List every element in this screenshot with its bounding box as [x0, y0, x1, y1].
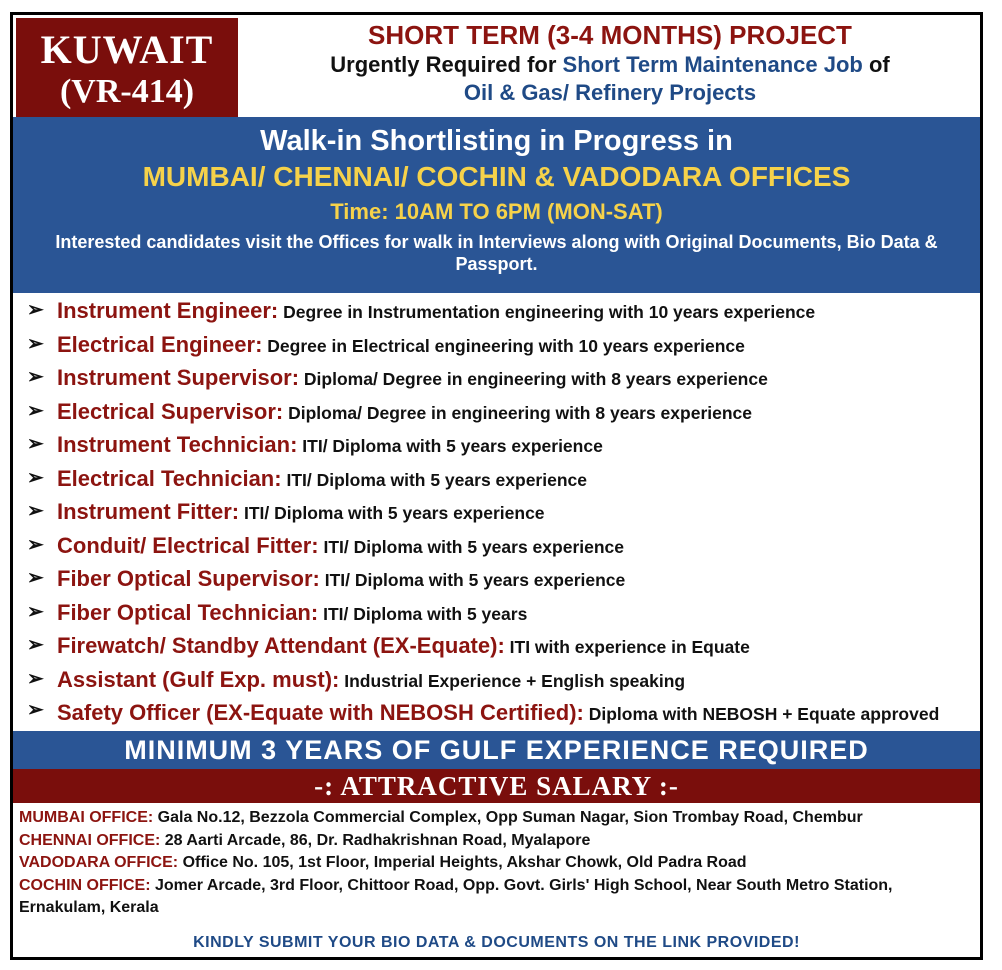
job-requirement: ITI/ Diploma with 5 years experience	[323, 536, 625, 557]
project-heading	[245, 19, 975, 107]
job-requirement: ITI/ Diploma with 5 years experience	[286, 469, 587, 490]
office-line	[19, 852, 974, 875]
office-name: CHENNAI OFFICE:	[19, 831, 161, 849]
job-item	[23, 329, 973, 363]
arrow-bullet-icon: ➢	[27, 600, 44, 623]
job-requirement: Diploma/ Degree in engineering with 8 years experience	[303, 369, 768, 389]
job-title: Assistant (Gulf Exp. must):	[57, 666, 340, 692]
job-item	[23, 396, 973, 430]
job-item	[23, 295, 973, 329]
walkin-time: Time: 10AM TO 6PM (MON-SAT)	[330, 199, 663, 224]
job-requirement: Degree in Electrical engineering with 10 years experience	[267, 335, 745, 356]
arrow-bullet-icon: ➢	[27, 500, 44, 522]
required-highlight: Short Term Maintenance Job	[562, 52, 863, 77]
job-item	[23, 429, 973, 463]
job-requirement: Diploma/ Degree in engineering with 8 years experience	[288, 402, 753, 423]
office-line	[19, 807, 974, 830]
walkin-offices: MUMBAI/ CHENNAI/ COCHIN & VADODARA OFFICES	[142, 161, 851, 192]
job-item	[23, 496, 973, 530]
required-suffix: of	[868, 52, 890, 77]
job-title: Electrical Technician:	[57, 465, 282, 491]
job-requirement: ITI/ Diploma with 5 years experience	[324, 570, 626, 590]
job-title: Instrument Engineer:	[57, 298, 279, 323]
arrow-bullet-icon: ➢	[27, 433, 44, 455]
reference-code: (VR-414)	[59, 73, 195, 110]
office-address: Gala No.12, Bezzola Commercial Complex, Opp Suman Nagar, Sion Trombay Road, Chembur	[157, 809, 863, 826]
arrow-bullet-icon: ➢	[27, 466, 44, 489]
job-advert	[10, 12, 983, 960]
arrow-bullet-icon: ➢	[27, 567, 44, 589]
office-addresses	[19, 807, 974, 920]
job-item	[23, 697, 973, 727]
job-requirement: Degree in Instrumentation engineering with 10 years experience	[283, 302, 816, 322]
job-title: Fiber Optical Technician:	[57, 599, 319, 625]
job-title: Instrument Fitter:	[57, 499, 240, 524]
location-name: KUWAIT	[40, 27, 214, 72]
office-line	[19, 875, 974, 920]
arrow-bullet-icon: ➢	[27, 533, 44, 556]
job-requirement: ITI with experience in Equate	[509, 637, 750, 657]
job-title: Firewatch/ Standby Attendant (EX-Equate):	[57, 633, 505, 658]
job-requirement: Diploma with NEBOSH + Equate approved	[588, 704, 940, 724]
arrow-bullet-icon: ➢	[27, 667, 44, 690]
job-item	[23, 463, 973, 497]
office-address: 28 Aarti Arcade, 86, Dr. Radhakrishnan Road, Myalapore	[164, 831, 591, 849]
location-badge	[16, 18, 238, 117]
submission-note: KINDLY SUBMIT YOUR BIO DATA & DOCUMENTS ON THE LINK PROVIDED!	[193, 934, 800, 951]
walkin-instructions: Interested candidates visit the Offices for walk in Interviews along with Original Documents, Bio Data & Passport.	[55, 232, 938, 274]
job-title: Safety Officer (EX-Equate with NEBOSH Certified):	[57, 700, 584, 725]
project-type: Oil & Gas/ Refinery Projects	[463, 80, 757, 105]
header	[13, 15, 980, 117]
office-address: Jomer Arcade, 3rd Floor, Chittoor Road, Opp. Govt. Girls' High School, Near South Metro Station, Ernakulam, Kerala	[19, 876, 893, 916]
arrow-bullet-icon: ➢	[27, 299, 44, 321]
job-item	[23, 664, 973, 698]
project-title: SHORT TERM (3-4 MONTHS) PROJECT	[368, 20, 852, 50]
arrow-bullet-icon: ➢	[27, 399, 44, 422]
job-title: Conduit/ Electrical Fitter:	[57, 532, 319, 558]
arrow-bullet-icon: ➢	[27, 699, 44, 721]
office-line	[19, 830, 974, 853]
job-title: Electrical Supervisor:	[57, 398, 284, 424]
walkin-title: Walk-in Shortlisting in Progress in	[260, 125, 733, 157]
experience-banner: MINIMUM 3 YEARS OF GULF EXPERIENCE REQUIRED	[13, 731, 980, 769]
required-line	[245, 51, 975, 79]
arrow-bullet-icon: ➢	[27, 366, 44, 388]
job-requirement: ITI/ Diploma with 5 years	[323, 603, 528, 624]
office-name: MUMBAI OFFICE:	[19, 809, 154, 826]
job-item	[23, 630, 973, 664]
job-requirement: ITI/ Diploma with 5 years experience	[244, 503, 545, 523]
salary-banner: -: ATTRACTIVE SALARY :-	[13, 769, 980, 803]
job-title: Instrument Technician:	[57, 432, 298, 457]
job-list	[23, 295, 973, 727]
walkin-banner	[13, 117, 980, 293]
job-title: Instrument Supervisor:	[57, 365, 300, 390]
arrow-bullet-icon: ➢	[27, 332, 44, 355]
office-name: COCHIN OFFICE:	[19, 876, 151, 894]
office-address: Office No. 105, 1st Floor, Imperial Heights, Akshar Chowk, Old Padra Road	[182, 854, 747, 871]
job-item	[23, 597, 973, 631]
required-prefix: Urgently Required for	[330, 52, 557, 77]
job-title: Electrical Engineer:	[57, 331, 263, 357]
arrow-bullet-icon: ➢	[27, 634, 44, 656]
job-item	[23, 563, 973, 597]
job-title: Fiber Optical Supervisor:	[57, 566, 320, 591]
job-requirement: Industrial Experience + English speaking	[344, 670, 686, 691]
job-item	[23, 362, 973, 396]
office-name: VADODARA OFFICE:	[19, 854, 179, 871]
job-requirement: ITI/ Diploma with 5 years experience	[302, 436, 603, 456]
job-item	[23, 530, 973, 564]
